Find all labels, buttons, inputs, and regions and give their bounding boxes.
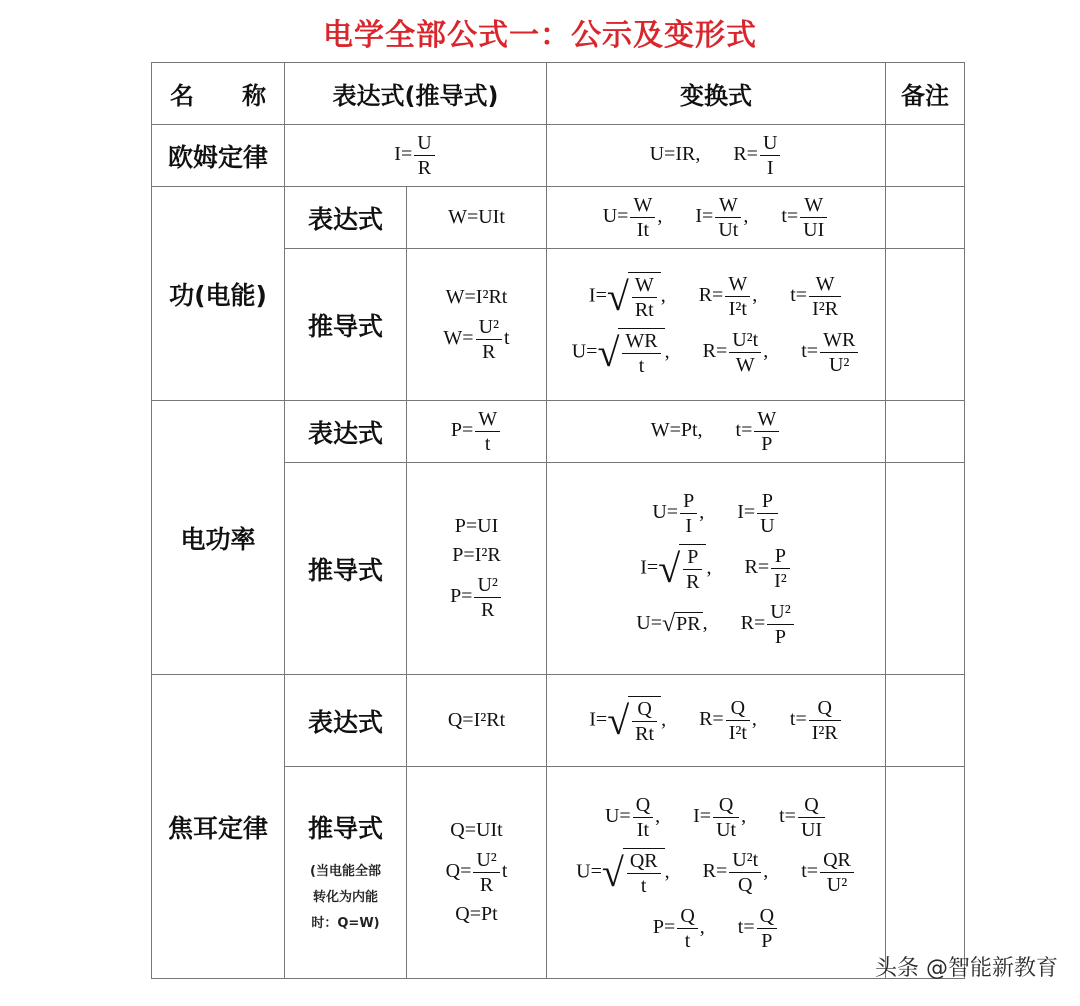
power-deriv-label: 推导式	[285, 463, 407, 675]
work-expr-remarks	[886, 187, 965, 249]
table-row	[152, 401, 965, 463]
header-name: 名 称	[152, 63, 285, 125]
power-expr-remarks	[886, 401, 965, 463]
header-transform: 变换式	[547, 63, 886, 125]
joule-expr-remarks	[886, 675, 965, 767]
work-deriv-label: 推导式	[285, 249, 407, 401]
ohm-transforms: U=IR, R= $\frac{U}{I}$	[547, 125, 886, 187]
work-derivations: W=I²Rt W= $\frac{\text{U²}}{R}$ t	[407, 249, 547, 401]
power-label: 电功率	[152, 401, 285, 675]
work-expr-label: 表达式	[285, 187, 407, 249]
power-expr-label: 表达式	[285, 401, 407, 463]
joule-expr-label: 表达式	[285, 675, 407, 767]
joule-deriv-transforms: U= $\frac{Q}{It}$ , I= $\frac{Q}{Ut}$ , t= $\frac{Q}{UI}$ U=√ $\frac{QR}{t}$ , R= $\frac{\text{U²t}}{Q}$ , t= $\frac{QR}{\text{U²}}$ P= $\frac{Q}{t}$ , t= $\frac{Q}{P}$	[547, 767, 886, 979]
work-expr-transforms: U= $\frac{W}{It}$ , I= $\frac{W}{Ut}$ , t= $\frac{W}{UI}$	[547, 187, 886, 249]
joule-label: 焦耳定律	[152, 675, 285, 979]
power-deriv-remarks	[886, 463, 965, 675]
joule-expression: Q=I²Rt	[407, 675, 547, 767]
table-row	[152, 187, 965, 249]
joule-note: (当电能全部 转化为内能 时：Q=W)	[310, 863, 381, 931]
work-label: 功(电能)	[152, 187, 285, 401]
ohm-remarks	[886, 125, 965, 187]
header-expression: 表达式(推导式)	[285, 63, 547, 125]
formula-table	[151, 62, 965, 979]
table-row	[152, 675, 965, 767]
joule-deriv-label: 推导式 (当电能全部 转化为内能 时：Q=W)	[285, 767, 407, 979]
header-row	[152, 63, 965, 125]
joule-derivations: Q=UIt Q= $\frac{\text{U²}}{R}$ t Q=Pt	[407, 767, 547, 979]
joule-deriv-remarks	[886, 767, 965, 979]
power-derivations: P=UI P=I²R P= $\frac{\text{U²}}{R}$	[407, 463, 547, 675]
ohm-law-label: 欧姆定律	[152, 125, 285, 187]
header-remarks: 备注	[886, 63, 965, 125]
watermark: 头条 @智能新教育	[875, 956, 1058, 981]
ohm-expression: I= $\frac{U}{R}$	[285, 125, 547, 187]
power-expression: P= $\frac{W}{t}$	[407, 401, 547, 463]
table-row	[152, 125, 965, 187]
power-expr-transforms: W=Pt, t= $\frac{W}{P}$	[547, 401, 886, 463]
work-expression: W=UIt	[407, 187, 547, 249]
work-deriv-remarks	[886, 249, 965, 401]
joule-expr-transforms: I=√ $\frac{Q}{Rt}$ , R= $\frac{Q}{\text{I²t}}$ , t= $\frac{Q}{\text{I²R}}$	[547, 675, 886, 767]
power-deriv-transforms: U= $\frac{P}{I}$ , I= $\frac{P}{U}$ I=√ $\frac{P}{R}$ , R= $\frac{P}{\text{I²}}$ U=√PR , R= $\frac{\text{U²}}{P}$	[547, 463, 886, 675]
page-title: 电学全部公式一：公示及变形式	[323, 18, 757, 53]
work-deriv-transforms: I=√ $\frac{W}{Rt}$ , R= $\frac{W}{\text{I²t}}$ , t= $\frac{W}{\text{I²R}}$ U=√ $\frac{WR}{t}$ , R= $\frac{\text{U²t}}{W}$ , t= $\frac{WR}{\text{U²}}$	[547, 249, 886, 401]
